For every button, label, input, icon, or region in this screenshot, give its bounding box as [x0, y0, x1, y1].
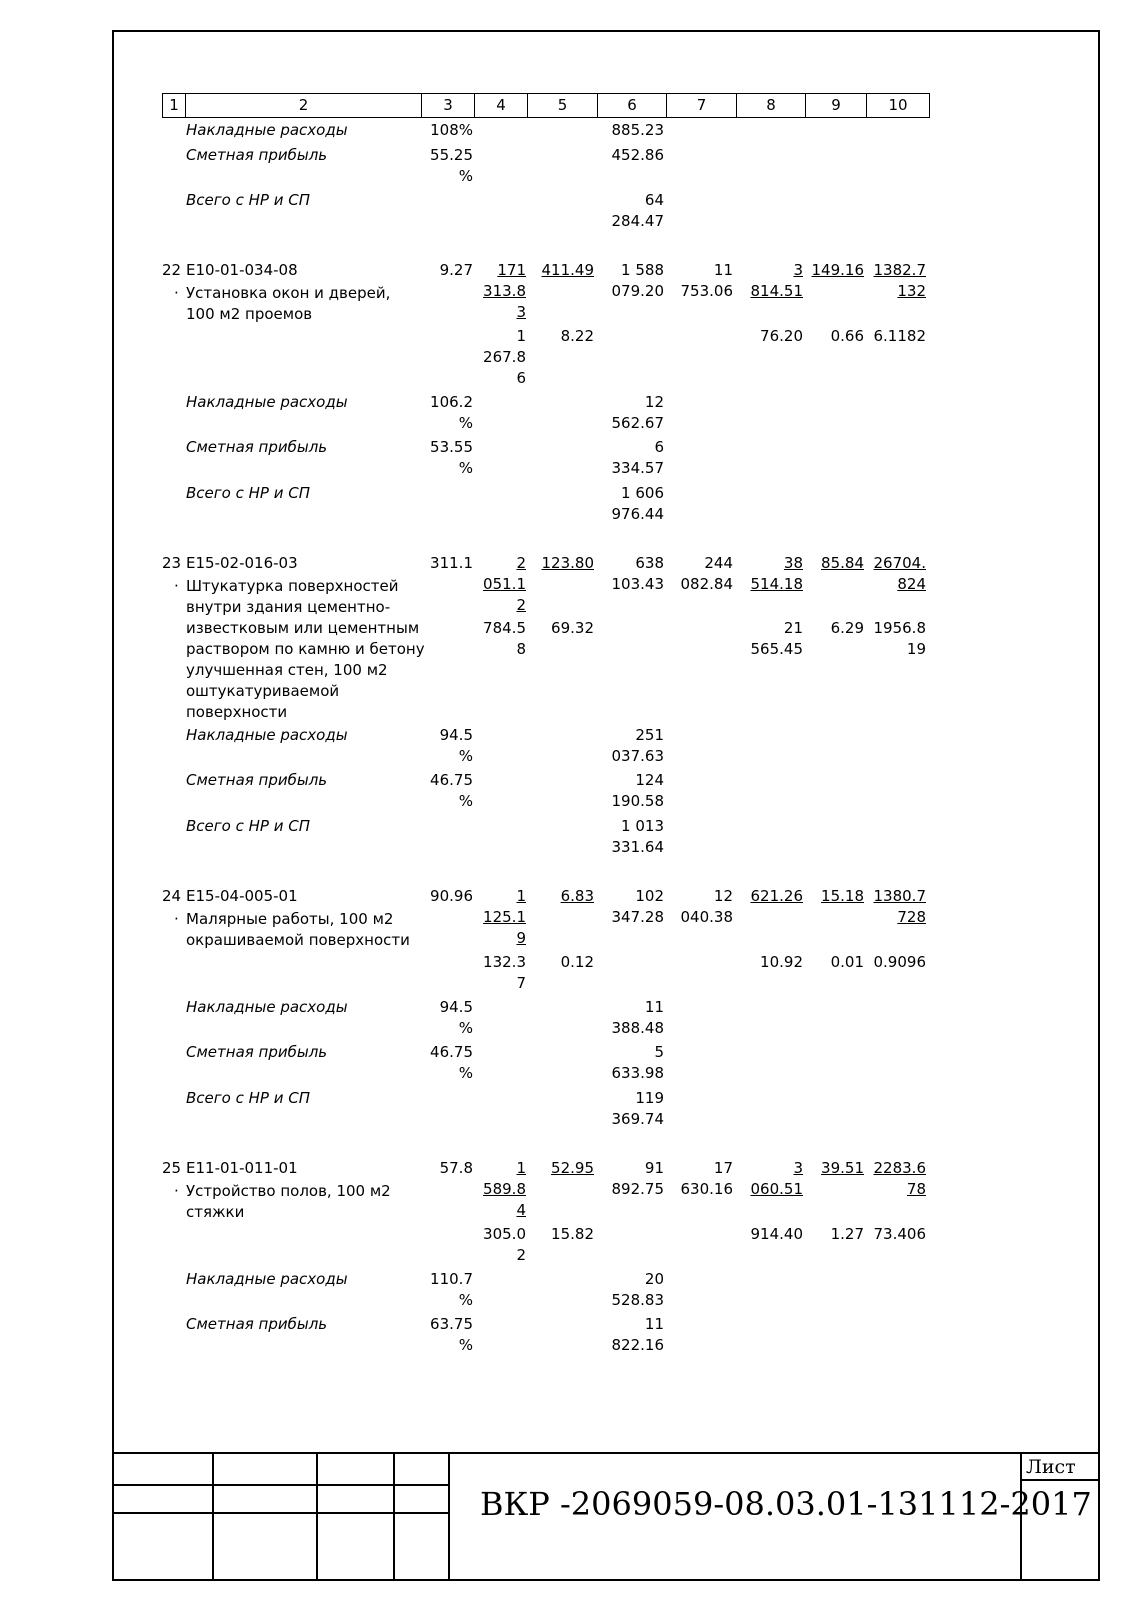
header-col-3: 3: [422, 94, 475, 117]
profit-percent-sign: %: [458, 167, 473, 185]
col10-value: 78: [906, 1180, 926, 1198]
col7-value: 17: [713, 1159, 733, 1177]
row-desc-line: Штукатурка поверхностей: [186, 577, 399, 595]
profit-label: Сметная прибыль: [186, 146, 328, 164]
overhead-label: Накладные расходы: [186, 726, 348, 744]
row-desc-line: Установка окон и дверей,: [186, 284, 391, 302]
col8-value: 514.18: [750, 575, 803, 593]
row-desc-line: 100 м2 проемов: [186, 305, 313, 323]
unit-cost-line: 313.8: [483, 282, 526, 300]
col10-value: 2283.6: [873, 1159, 926, 1177]
stamp-col-line: [393, 1452, 395, 1581]
row-number: 23: [162, 554, 182, 572]
col8-value: 3: [793, 261, 803, 279]
row-desc-line: раствором по камню и бетону: [186, 640, 425, 658]
total-sum: 119: [635, 1089, 664, 1107]
col10-value: 728: [897, 908, 926, 926]
document-code: ВКР -2069059-08.03.01-131112-2017: [480, 1485, 1092, 1523]
profit-percent: 53.55: [430, 438, 473, 456]
profit-sum: 633.98: [611, 1064, 664, 1082]
overhead-sum: 885.23: [611, 121, 664, 139]
col6-value: 102: [635, 887, 664, 905]
sub-col5: 15.82: [551, 1225, 594, 1243]
sub-col10: 0.9096: [873, 953, 926, 971]
profit-percent: 46.75: [430, 771, 473, 789]
row-desc-line: стяжки: [186, 1203, 245, 1221]
stamp-top-line: [112, 1452, 1100, 1454]
sub-col9: 0.66: [830, 327, 864, 345]
col8-value: 060.51: [750, 1180, 803, 1198]
sub-col4: 2: [516, 1246, 526, 1264]
total-sum: 331.64: [611, 838, 664, 856]
overhead-percent-sign: %: [458, 414, 473, 432]
sub-col5: 8.22: [560, 327, 594, 345]
col5-value: 411.49: [541, 261, 594, 279]
sub-col4: 7: [516, 974, 526, 992]
profit-percent-sign: %: [458, 459, 473, 477]
row-dot: ·: [174, 577, 179, 595]
overhead-sum: 562.67: [611, 414, 664, 432]
sub-col10: 1956.8: [873, 619, 926, 637]
col6-value: 347.28: [611, 908, 664, 926]
row-desc-line: известковым или цементным: [186, 619, 420, 637]
row-code: Е11-01-011-01: [186, 1159, 298, 1177]
total-sum: 976.44: [611, 505, 664, 523]
stamp-col-line: [316, 1452, 318, 1581]
overhead-percent: 106.2: [430, 393, 473, 411]
quantity: 90.96: [430, 887, 473, 905]
col10-value: 1380.7: [873, 887, 926, 905]
header-col-2: 2: [186, 94, 422, 117]
header-col-7: 7: [667, 94, 737, 117]
col9-value: 15.18: [821, 887, 864, 905]
sheet-label: Лист: [1026, 1456, 1076, 1478]
col10-value: 26704.: [873, 554, 926, 572]
col8-value: 3: [793, 1159, 803, 1177]
col8-value: 38: [783, 554, 803, 572]
total-sum-b: 284.47: [611, 212, 664, 230]
unit-cost-line: 3: [516, 303, 526, 321]
header-col-10: 10: [888, 96, 908, 114]
unit-cost-line: 589.8: [483, 1180, 526, 1198]
col7-value: 11: [713, 261, 733, 279]
unit-cost-line: 051.1: [483, 575, 526, 593]
profit-percent: 46.75: [430, 1043, 473, 1061]
row-desc-line: поверхности: [186, 703, 288, 721]
row-code: Е15-02-016-03: [186, 554, 298, 572]
row-number: 22: [162, 261, 182, 279]
profit-label: Сметная прибыль: [186, 1043, 328, 1061]
sub-col9: 1.27: [830, 1225, 864, 1243]
col7-value: 082.84: [680, 575, 733, 593]
unit-cost-line: 2: [516, 554, 526, 572]
sub-col10: 6.1182: [873, 327, 926, 345]
row-desc-line: оштукатуриваемой: [186, 682, 340, 700]
stamp-col-line: [212, 1452, 214, 1581]
header-col-4: 4: [475, 94, 528, 117]
header-col-8: 8: [737, 94, 806, 117]
col8-value: 814.51: [750, 282, 803, 300]
overhead-percent-sign: %: [458, 1291, 473, 1309]
quantity: 311.1: [430, 554, 473, 572]
profit-label: Сметная прибыль: [186, 438, 328, 456]
sub-col4: 8: [516, 640, 526, 658]
profit-sum: 124: [635, 771, 664, 789]
sub-col10: 73.406: [873, 1225, 926, 1243]
header-col-5: 5: [528, 94, 598, 117]
profit-percent-sign: %: [458, 1064, 473, 1082]
overhead-percent: 94.5: [439, 998, 473, 1016]
overhead-percent: 110.7: [430, 1270, 473, 1288]
header-col-1: 1: [163, 94, 186, 117]
col5-value: 52.95: [551, 1159, 594, 1177]
overhead-percent-sign: %: [458, 1019, 473, 1037]
col9-value: 39.51: [821, 1159, 864, 1177]
unit-cost-line: 125.1: [483, 908, 526, 926]
stamp-row-line: [112, 1512, 450, 1514]
profit-sum: 334.57: [611, 459, 664, 477]
sub-col8: 565.45: [750, 640, 803, 658]
profit-percent: 55.25: [430, 146, 473, 164]
col7-value: 244: [704, 554, 733, 572]
overhead-label: Накладные расходы: [186, 998, 348, 1016]
sub-col4: 6: [516, 369, 526, 387]
profit-label: Сметная прибыль: [186, 771, 328, 789]
stamp-row-line: [112, 1484, 450, 1486]
unit-cost-line: 9: [516, 929, 526, 947]
row-desc-line: внутри здания цементно-: [186, 598, 391, 616]
sub-col4: 267.8: [483, 348, 526, 366]
overhead-sum: 388.48: [611, 1019, 664, 1037]
row-dot: ·: [174, 1182, 179, 1200]
table-header: [162, 93, 930, 118]
col10-value: 1382.7: [873, 261, 926, 279]
overhead-label: Накладные расходы: [186, 121, 348, 139]
overhead-percent: 108%: [430, 121, 473, 139]
unit-cost-line: 171: [497, 261, 526, 279]
total-label: Всего с НР и СП: [186, 817, 310, 835]
sub-col8: 10.92: [760, 953, 803, 971]
stamp-col-line: [448, 1452, 450, 1581]
row-dot: ·: [174, 910, 179, 928]
header-col-9: 9: [806, 94, 867, 117]
col6-value: 892.75: [611, 1180, 664, 1198]
col7-value: 630.16: [680, 1180, 733, 1198]
profit-sum: 5: [654, 1043, 664, 1061]
col9-value: 85.84: [821, 554, 864, 572]
unit-cost-line: 4: [516, 1201, 526, 1219]
profit-sum: 6: [654, 438, 664, 456]
sub-col8: 914.40: [750, 1225, 803, 1243]
sheet-box-line: [1020, 1479, 1100, 1481]
col5-value: 6.83: [560, 887, 594, 905]
header-col-6: 6: [598, 94, 667, 117]
overhead-percent-sign: %: [458, 747, 473, 765]
profit-sum: 822.16: [611, 1336, 664, 1354]
total-sum: 1 013: [621, 817, 664, 835]
profit-percent-sign: %: [458, 1336, 473, 1354]
col5-value: 123.80: [541, 554, 594, 572]
unit-cost-line: 1: [516, 1159, 526, 1177]
unit-cost-line: 1: [516, 887, 526, 905]
quantity: 57.8: [439, 1159, 473, 1177]
col9-value: 149.16: [811, 261, 864, 279]
col10-value: 824: [897, 575, 926, 593]
col7-value: 12: [713, 887, 733, 905]
profit-sum: 11: [644, 1315, 664, 1333]
overhead-label: Накладные расходы: [186, 393, 348, 411]
overhead-sum: 11: [644, 998, 664, 1016]
overhead-sum: 12: [644, 393, 664, 411]
row-desc-line: улучшенная стен, 100 м2: [186, 661, 388, 679]
profit-percent: 63.75: [430, 1315, 473, 1333]
overhead-sum: 251: [635, 726, 664, 744]
row-number: 25: [162, 1159, 182, 1177]
row-code: Е15-04-005-01: [186, 887, 298, 905]
profit-sum: 190.58: [611, 792, 664, 810]
sub-col4: 1: [516, 327, 526, 345]
sub-col10: 19: [906, 640, 926, 658]
total-sum: 369.74: [611, 1110, 664, 1128]
col6-value: 1 588: [621, 261, 664, 279]
sub-col4: 784.5: [483, 619, 526, 637]
unit-cost-line: 2: [516, 596, 526, 614]
total-sum-a: 64: [644, 191, 664, 209]
total-label: Всего с НР и СП: [186, 191, 310, 209]
total-label: Всего с НР и СП: [186, 1089, 310, 1107]
sub-col9: 6.29: [830, 619, 864, 637]
overhead-sum: 528.83: [611, 1291, 664, 1309]
sub-col4: 305.0: [483, 1225, 526, 1243]
total-label: Всего с НР и СП: [186, 484, 310, 502]
sub-col5: 0.12: [560, 953, 594, 971]
sub-col5: 69.32: [551, 619, 594, 637]
col7-value: 040.38: [680, 908, 733, 926]
sub-col9: 0.01: [830, 953, 864, 971]
col6-value: 91: [644, 1159, 664, 1177]
row-number: 24: [162, 887, 182, 905]
sub-col8: 21: [783, 619, 803, 637]
quantity: 9.27: [439, 261, 473, 279]
col6-value: 079.20: [611, 282, 664, 300]
row-code: Е10-01-034-08: [186, 261, 298, 279]
overhead-percent: 94.5: [439, 726, 473, 744]
overhead-label: Накладные расходы: [186, 1270, 348, 1288]
profit-sum: 452.86: [611, 146, 664, 164]
sub-col8: 76.20: [760, 327, 803, 345]
overhead-sum: 037.63: [611, 747, 664, 765]
col8-value: 621.26: [750, 887, 803, 905]
row-dot: ·: [174, 284, 179, 302]
total-sum: 1 606: [621, 484, 664, 502]
profit-label: Сметная прибыль: [186, 1315, 328, 1333]
overhead-sum: 20: [644, 1270, 664, 1288]
row-desc-line: окрашиваемой поверхности: [186, 931, 410, 949]
col10-value: 132: [897, 282, 926, 300]
col6-value: 103.43: [611, 575, 664, 593]
profit-percent-sign: %: [458, 792, 473, 810]
row-desc-line: Малярные работы, 100 м2: [186, 910, 394, 928]
col6-value: 638: [635, 554, 664, 572]
row-desc-line: Устройство полов, 100 м2: [186, 1182, 391, 1200]
col7-value: 753.06: [680, 282, 733, 300]
sub-col4: 132.3: [483, 953, 526, 971]
